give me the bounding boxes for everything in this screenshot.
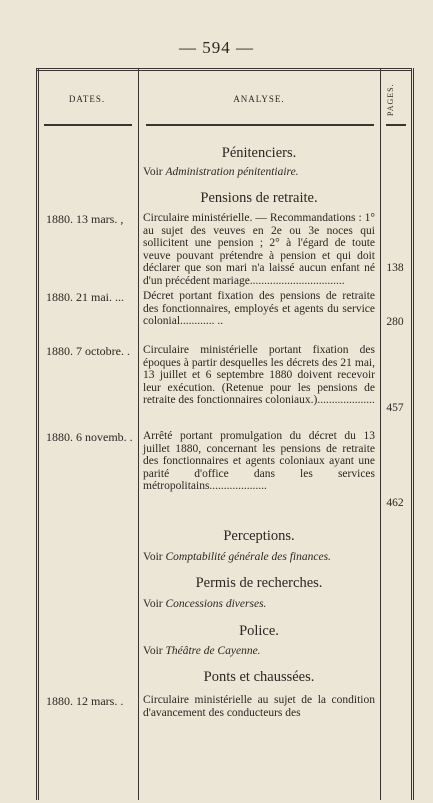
voir-target: Concessions diverses. <box>165 598 267 610</box>
entry-date: 1880. 13 mars. , <box>46 212 124 226</box>
column-rule-left <box>36 68 39 800</box>
section-title: Police. <box>239 623 279 639</box>
page-number: — 594 — <box>179 38 254 57</box>
header-pages: PAGES. <box>386 83 395 117</box>
header-analyse: ANALYSE. <box>233 94 285 104</box>
entry-page: 462 <box>386 497 404 509</box>
section-title: Perceptions. <box>223 528 295 544</box>
entry-date: 1880. 12 mars. . <box>46 694 124 708</box>
entry-date: 1880. 21 mai. ... <box>46 290 124 304</box>
voir-prefix: Voir <box>143 598 163 610</box>
entry-text: Circulaire ministérielle au sujet de la condition d'avancement des conducteurs des <box>143 694 375 719</box>
entry-text: Arrêté portant promulgation du décret du 13 juillet 1880, concernant les pensions de retraite des fonctionnaires et agents coloniaux ayant une parité d'office dans les services métropolitains.................... <box>143 430 375 492</box>
voir-prefix: Voir <box>143 551 163 563</box>
entry-page: 138 <box>386 262 404 274</box>
section-title: Ponts et chaussées. <box>203 669 315 685</box>
entry-date: 1880. 6 novemb. . <box>46 430 133 444</box>
section-title: Pensions de retraite. <box>200 190 318 206</box>
entry-date: 1880. 7 octobre. . <box>46 344 130 358</box>
voir-prefix: Voir <box>143 645 163 657</box>
column-rule-analyse <box>380 68 381 800</box>
header-rule <box>146 124 374 126</box>
voir-target: Théâtre de Cayenne. <box>165 645 261 657</box>
entry-text: Décret portant fixation des pensions de retraite des fonctionnaires, employés et agents du service colonial............ .. <box>143 290 375 327</box>
entry-page: 280 <box>386 316 404 328</box>
header-dates: DATES. <box>68 94 106 104</box>
voir-reference <box>143 598 266 610</box>
section-title: Permis de recherches. <box>195 575 323 591</box>
section-title: Pénitenciers. <box>221 145 297 161</box>
header-rule <box>44 124 132 126</box>
header-rule <box>386 124 406 126</box>
entry-page: 457 <box>386 402 404 414</box>
voir-reference <box>143 166 299 178</box>
voir-reference <box>143 645 261 657</box>
column-rule-right <box>411 68 414 800</box>
voir-reference <box>143 551 331 563</box>
column-rule-dates <box>138 68 139 800</box>
voir-target: Comptabilité générale des finances. <box>165 551 331 563</box>
entry-text: Circulaire ministérielle portant fixation des époques à partir desquelles les décrets des 21 mai, 13 juillet et 6 septembre 1880 doivent recevoir leur exécution. (Retenue pour les pensions de retraite des fonctionnaires coloniaux.).................... <box>143 344 375 406</box>
voir-target: Administration pénitentiaire. <box>165 166 299 178</box>
entry-text: Circulaire ministérielle. — Recommandations : 1° au sujet des veuves en 2e ou 3e noces qui sollicitent une pension ; 2° à l'égard de toute veuve pouvant prétendre à pension et qui doit déclarer que son mari n'a laissé aucun enfant né d'un précédent mariage................................. <box>143 212 375 287</box>
voir-prefix: Voir <box>143 166 163 178</box>
